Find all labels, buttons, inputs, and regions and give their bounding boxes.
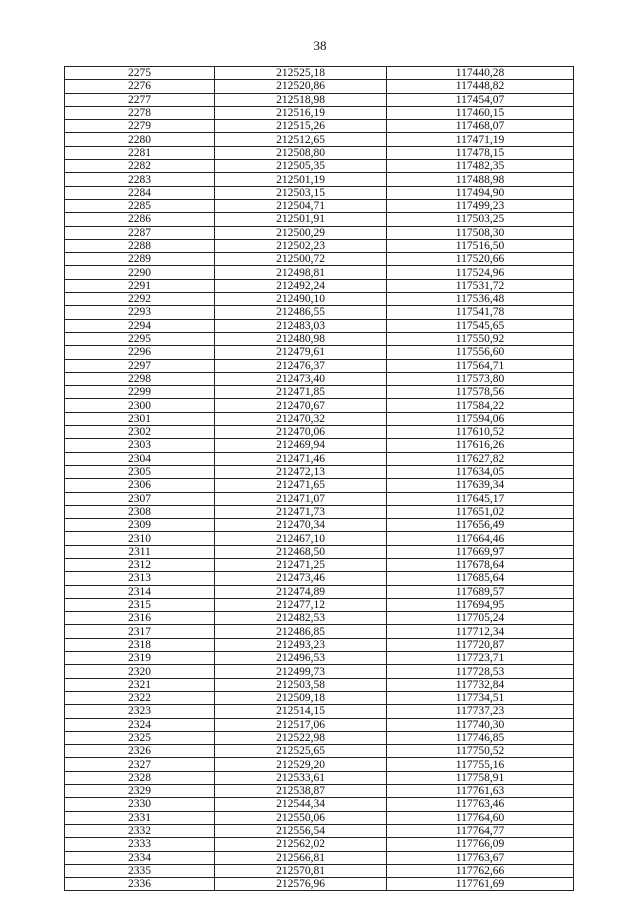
- point-number-cell: 2296: [65, 346, 215, 359]
- table-row: [65, 878, 574, 891]
- x-coordinate-cell: 212576,96: [215, 878, 387, 891]
- y-coordinate-cell: 117656,49: [387, 519, 574, 532]
- x-coordinate-cell: 212493,23: [215, 638, 387, 651]
- x-coordinate-cell: 212473,46: [215, 572, 387, 585]
- point-number-cell: 2289: [65, 253, 215, 266]
- x-coordinate-cell: 212471,73: [215, 505, 387, 518]
- point-number-cell: 2336: [65, 878, 215, 891]
- point-number-cell: 2332: [65, 824, 215, 837]
- point-number-cell: 2307: [65, 492, 215, 505]
- y-coordinate-cell: 117440,28: [387, 67, 574, 80]
- y-coordinate-cell: 117737,23: [387, 705, 574, 718]
- point-number-cell: 2292: [65, 293, 215, 306]
- table-row: [65, 186, 574, 199]
- table-row: [65, 359, 574, 372]
- x-coordinate-cell: 212470,34: [215, 519, 387, 532]
- x-coordinate-cell: 212482,53: [215, 612, 387, 625]
- y-coordinate-cell: 117536,48: [387, 293, 574, 306]
- point-number-cell: 2311: [65, 545, 215, 558]
- table-row: [65, 545, 574, 558]
- point-number-cell: 2327: [65, 758, 215, 771]
- y-coordinate-cell: 117627,82: [387, 452, 574, 465]
- table-row: [65, 652, 574, 665]
- y-coordinate-cell: 117468,07: [387, 120, 574, 133]
- table-row: [65, 80, 574, 93]
- y-coordinate-cell: 117556,60: [387, 346, 574, 359]
- y-coordinate-cell: 117758,91: [387, 771, 574, 784]
- point-number-cell: 2279: [65, 120, 215, 133]
- y-coordinate-cell: 117764,77: [387, 824, 574, 837]
- x-coordinate-cell: 212517,06: [215, 718, 387, 731]
- y-coordinate-cell: 117732,84: [387, 678, 574, 691]
- x-coordinate-cell: 212533,61: [215, 771, 387, 784]
- x-coordinate-cell: 212544,34: [215, 798, 387, 811]
- x-coordinate-cell: 212500,29: [215, 226, 387, 239]
- table-row: [65, 731, 574, 744]
- y-coordinate-cell: 117573,80: [387, 372, 574, 385]
- y-coordinate-cell: 117460,15: [387, 106, 574, 119]
- x-coordinate-cell: 212471,46: [215, 452, 387, 465]
- x-coordinate-cell: 212496,53: [215, 652, 387, 665]
- point-number-cell: 2318: [65, 638, 215, 651]
- x-coordinate-cell: 212499,73: [215, 665, 387, 678]
- x-coordinate-cell: 212500,72: [215, 253, 387, 266]
- point-number-cell: 2283: [65, 173, 215, 186]
- table-row: [65, 306, 574, 319]
- x-coordinate-cell: 212515,26: [215, 120, 387, 133]
- point-number-cell: 2321: [65, 678, 215, 691]
- coordinates-table-body: [65, 67, 574, 891]
- y-coordinate-cell: 117762,66: [387, 864, 574, 877]
- x-coordinate-cell: 212483,03: [215, 319, 387, 332]
- point-number-cell: 2334: [65, 851, 215, 864]
- table-row: [65, 293, 574, 306]
- table-row: [65, 612, 574, 625]
- point-number-cell: 2288: [65, 239, 215, 252]
- x-coordinate-cell: 212562,02: [215, 838, 387, 851]
- x-coordinate-cell: 212550,06: [215, 811, 387, 824]
- y-coordinate-cell: 117508,30: [387, 226, 574, 239]
- point-number-cell: 2287: [65, 226, 215, 239]
- y-coordinate-cell: 117545,65: [387, 319, 574, 332]
- y-coordinate-cell: 117482,35: [387, 160, 574, 173]
- point-number-cell: 2290: [65, 266, 215, 279]
- x-coordinate-cell: 212522,98: [215, 731, 387, 744]
- y-coordinate-cell: 117746,85: [387, 731, 574, 744]
- table-row: [65, 253, 574, 266]
- y-coordinate-cell: 117712,34: [387, 625, 574, 638]
- x-coordinate-cell: 212473,40: [215, 372, 387, 385]
- y-coordinate-cell: 117616,26: [387, 439, 574, 452]
- point-number-cell: 2286: [65, 213, 215, 226]
- x-coordinate-cell: 212472,13: [215, 465, 387, 478]
- y-coordinate-cell: 117651,02: [387, 505, 574, 518]
- x-coordinate-cell: 212490,10: [215, 293, 387, 306]
- point-number-cell: 2295: [65, 332, 215, 345]
- point-number-cell: 2333: [65, 838, 215, 851]
- y-coordinate-cell: 117488,98: [387, 173, 574, 186]
- x-coordinate-cell: 212470,32: [215, 412, 387, 425]
- table-row: [65, 439, 574, 452]
- point-number-cell: 2320: [65, 665, 215, 678]
- table-row: [65, 705, 574, 718]
- point-number-cell: 2322: [65, 691, 215, 704]
- table-row: [65, 718, 574, 731]
- table-row: [65, 519, 574, 532]
- x-coordinate-cell: 212514,15: [215, 705, 387, 718]
- point-number-cell: 2304: [65, 452, 215, 465]
- table-row: [65, 824, 574, 837]
- table-row: [65, 319, 574, 332]
- table-row: [65, 213, 574, 226]
- table-row: [65, 93, 574, 106]
- x-coordinate-cell: 212570,81: [215, 864, 387, 877]
- y-coordinate-cell: 117750,52: [387, 745, 574, 758]
- x-coordinate-cell: 212505,35: [215, 160, 387, 173]
- y-coordinate-cell: 117720,87: [387, 638, 574, 651]
- x-coordinate-cell: 212476,37: [215, 359, 387, 372]
- point-number-cell: 2275: [65, 67, 215, 80]
- coordinates-table: [64, 66, 574, 891]
- y-coordinate-cell: 117766,09: [387, 838, 574, 851]
- table-row: [65, 745, 574, 758]
- x-coordinate-cell: 212470,67: [215, 399, 387, 412]
- point-number-cell: 2330: [65, 798, 215, 811]
- table-row: [65, 851, 574, 864]
- table-row: [65, 838, 574, 851]
- x-coordinate-cell: 212474,89: [215, 585, 387, 598]
- y-coordinate-cell: 117678,64: [387, 558, 574, 571]
- y-coordinate-cell: 117761,69: [387, 878, 574, 891]
- point-number-cell: 2324: [65, 718, 215, 731]
- y-coordinate-cell: 117564,71: [387, 359, 574, 372]
- point-number-cell: 2303: [65, 439, 215, 452]
- table-row: [65, 798, 574, 811]
- y-coordinate-cell: 117494,90: [387, 186, 574, 199]
- y-coordinate-cell: 117594,06: [387, 412, 574, 425]
- point-number-cell: 2319: [65, 652, 215, 665]
- table-row: [65, 346, 574, 359]
- x-coordinate-cell: 212501,91: [215, 213, 387, 226]
- y-coordinate-cell: 117705,24: [387, 612, 574, 625]
- point-number-cell: 2316: [65, 612, 215, 625]
- y-coordinate-cell: 117694,95: [387, 598, 574, 611]
- point-number-cell: 2284: [65, 186, 215, 199]
- table-row: [65, 665, 574, 678]
- table-row: [65, 479, 574, 492]
- x-coordinate-cell: 212469,94: [215, 439, 387, 452]
- table-row: [65, 426, 574, 439]
- y-coordinate-cell: 117755,16: [387, 758, 574, 771]
- y-coordinate-cell: 117448,82: [387, 80, 574, 93]
- x-coordinate-cell: 212503,15: [215, 186, 387, 199]
- point-number-cell: 2282: [65, 160, 215, 173]
- point-number-cell: 2314: [65, 585, 215, 598]
- x-coordinate-cell: 212529,20: [215, 758, 387, 771]
- y-coordinate-cell: 117478,15: [387, 146, 574, 159]
- x-coordinate-cell: 212479,61: [215, 346, 387, 359]
- table-row: [65, 785, 574, 798]
- y-coordinate-cell: 117499,23: [387, 199, 574, 212]
- table-row: [65, 120, 574, 133]
- table-row: [65, 279, 574, 292]
- x-coordinate-cell: 212520,86: [215, 80, 387, 93]
- table-row: [65, 173, 574, 186]
- point-number-cell: 2300: [65, 399, 215, 412]
- point-number-cell: 2302: [65, 426, 215, 439]
- y-coordinate-cell: 117639,34: [387, 479, 574, 492]
- y-coordinate-cell: 117689,57: [387, 585, 574, 598]
- x-coordinate-cell: 212508,80: [215, 146, 387, 159]
- x-coordinate-cell: 212470,06: [215, 426, 387, 439]
- point-number-cell: 2310: [65, 532, 215, 545]
- y-coordinate-cell: 117503,25: [387, 213, 574, 226]
- y-coordinate-cell: 117550,92: [387, 332, 574, 345]
- point-number-cell: 2293: [65, 306, 215, 319]
- point-number-cell: 2298: [65, 372, 215, 385]
- table-row: [65, 598, 574, 611]
- point-number-cell: 2312: [65, 558, 215, 571]
- table-row: [65, 572, 574, 585]
- y-coordinate-cell: 117524,96: [387, 266, 574, 279]
- x-coordinate-cell: 212468,50: [215, 545, 387, 558]
- point-number-cell: 2294: [65, 319, 215, 332]
- point-number-cell: 2309: [65, 519, 215, 532]
- x-coordinate-cell: 212471,07: [215, 492, 387, 505]
- point-number-cell: 2291: [65, 279, 215, 292]
- y-coordinate-cell: 117669,97: [387, 545, 574, 558]
- point-number-cell: 2280: [65, 133, 215, 146]
- x-coordinate-cell: 212471,25: [215, 558, 387, 571]
- x-coordinate-cell: 212504,71: [215, 199, 387, 212]
- y-coordinate-cell: 117516,50: [387, 239, 574, 252]
- x-coordinate-cell: 212480,98: [215, 332, 387, 345]
- x-coordinate-cell: 212503,58: [215, 678, 387, 691]
- table-row: [65, 412, 574, 425]
- table-row: [65, 372, 574, 385]
- x-coordinate-cell: 212467,10: [215, 532, 387, 545]
- point-number-cell: 2301: [65, 412, 215, 425]
- table-row: [65, 67, 574, 80]
- x-coordinate-cell: 212556,54: [215, 824, 387, 837]
- y-coordinate-cell: 117685,64: [387, 572, 574, 585]
- x-coordinate-cell: 212525,65: [215, 745, 387, 758]
- x-coordinate-cell: 212498,81: [215, 266, 387, 279]
- x-coordinate-cell: 212566,81: [215, 851, 387, 864]
- point-number-cell: 2299: [65, 386, 215, 399]
- x-coordinate-cell: 212471,85: [215, 386, 387, 399]
- y-coordinate-cell: 117740,30: [387, 718, 574, 731]
- x-coordinate-cell: 212525,18: [215, 67, 387, 80]
- point-number-cell: 2281: [65, 146, 215, 159]
- point-number-cell: 2278: [65, 106, 215, 119]
- y-coordinate-cell: 117763,46: [387, 798, 574, 811]
- y-coordinate-cell: 117610,52: [387, 426, 574, 439]
- point-number-cell: 2328: [65, 771, 215, 784]
- table-row: [65, 532, 574, 545]
- x-coordinate-cell: 212471,65: [215, 479, 387, 492]
- y-coordinate-cell: 117728,53: [387, 665, 574, 678]
- y-coordinate-cell: 117541,78: [387, 306, 574, 319]
- y-coordinate-cell: 117520,66: [387, 253, 574, 266]
- y-coordinate-cell: 117634,05: [387, 465, 574, 478]
- y-coordinate-cell: 117584,22: [387, 399, 574, 412]
- table-row: [65, 811, 574, 824]
- point-number-cell: 2313: [65, 572, 215, 585]
- point-number-cell: 2305: [65, 465, 215, 478]
- x-coordinate-cell: 212509,18: [215, 691, 387, 704]
- point-number-cell: 2315: [65, 598, 215, 611]
- table-row: [65, 771, 574, 784]
- table-row: [65, 266, 574, 279]
- table-row: [65, 691, 574, 704]
- table-row: [65, 452, 574, 465]
- table-row: [65, 386, 574, 399]
- table-row: [65, 638, 574, 651]
- x-coordinate-cell: 212477,12: [215, 598, 387, 611]
- x-coordinate-cell: 212492,24: [215, 279, 387, 292]
- page-number: 38: [313, 38, 327, 53]
- table-row: [65, 465, 574, 478]
- point-number-cell: 2276: [65, 80, 215, 93]
- point-number-cell: 2335: [65, 864, 215, 877]
- point-number-cell: 2329: [65, 785, 215, 798]
- point-number-cell: 2325: [65, 731, 215, 744]
- point-number-cell: 2323: [65, 705, 215, 718]
- y-coordinate-cell: 117763,67: [387, 851, 574, 864]
- y-coordinate-cell: 117454,07: [387, 93, 574, 106]
- point-number-cell: 2297: [65, 359, 215, 372]
- x-coordinate-cell: 212512,65: [215, 133, 387, 146]
- table-row: [65, 239, 574, 252]
- point-number-cell: 2306: [65, 479, 215, 492]
- table-row: [65, 585, 574, 598]
- table-row: [65, 160, 574, 173]
- point-number-cell: 2326: [65, 745, 215, 758]
- table-row: [65, 146, 574, 159]
- table-row: [65, 678, 574, 691]
- point-number-cell: 2277: [65, 93, 215, 106]
- table-row: [65, 864, 574, 877]
- table-row: [65, 492, 574, 505]
- point-number-cell: 2285: [65, 199, 215, 212]
- point-number-cell: 2317: [65, 625, 215, 638]
- table-row: [65, 199, 574, 212]
- table-row: [65, 758, 574, 771]
- y-coordinate-cell: 117645,17: [387, 492, 574, 505]
- x-coordinate-cell: 212502,23: [215, 239, 387, 252]
- y-coordinate-cell: 117531,72: [387, 279, 574, 292]
- x-coordinate-cell: 212501,19: [215, 173, 387, 186]
- point-number-cell: 2308: [65, 505, 215, 518]
- x-coordinate-cell: 212486,85: [215, 625, 387, 638]
- table-row: [65, 505, 574, 518]
- y-coordinate-cell: 117764,60: [387, 811, 574, 824]
- table-row: [65, 226, 574, 239]
- x-coordinate-cell: 212538,87: [215, 785, 387, 798]
- x-coordinate-cell: 212486,55: [215, 306, 387, 319]
- x-coordinate-cell: 212518,98: [215, 93, 387, 106]
- y-coordinate-cell: 117761,63: [387, 785, 574, 798]
- y-coordinate-cell: 117471,19: [387, 133, 574, 146]
- table-row: [65, 106, 574, 119]
- table-row: [65, 625, 574, 638]
- table-row: [65, 332, 574, 345]
- y-coordinate-cell: 117578,56: [387, 386, 574, 399]
- x-coordinate-cell: 212516,19: [215, 106, 387, 119]
- y-coordinate-cell: 117723,71: [387, 652, 574, 665]
- y-coordinate-cell: 117734,51: [387, 691, 574, 704]
- point-number-cell: 2331: [65, 811, 215, 824]
- table-row: [65, 133, 574, 146]
- table-row: [65, 399, 574, 412]
- y-coordinate-cell: 117664,46: [387, 532, 574, 545]
- table-row: [65, 558, 574, 571]
